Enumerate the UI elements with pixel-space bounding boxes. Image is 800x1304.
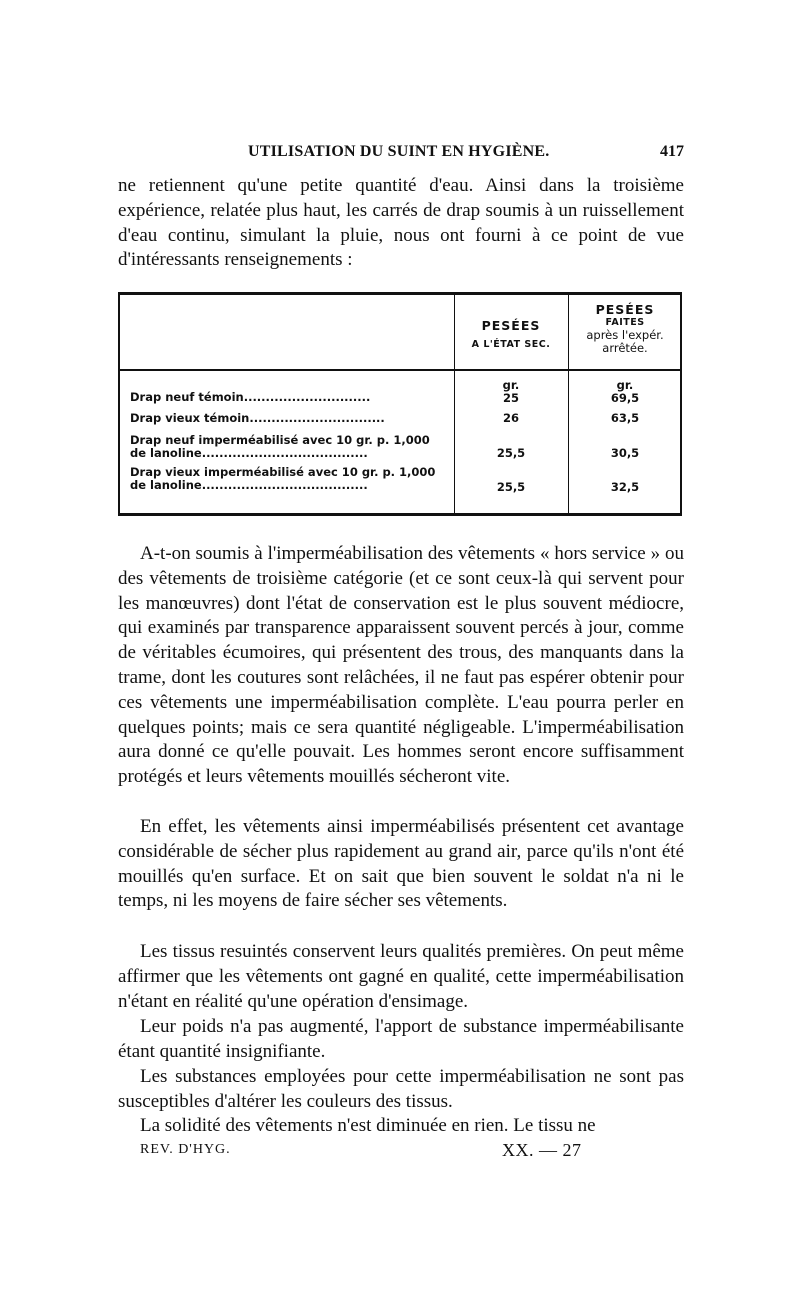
table-value: 25,5 [496, 480, 526, 494]
table-value: 63,5 [610, 411, 640, 425]
table-row-label: Drap neuf témoin............................. [130, 391, 371, 404]
paragraph-text: Les substances employées pour cette imperméabilisation ne sont pas susceptibles d'altérer les couleurs des tissus. [118, 1066, 684, 1112]
body-paragraph [118, 1114, 684, 1139]
table-cell-after [568, 379, 682, 405]
paragraph-text: Leur poids n'a pas augmenté, l'apport de substance imperméabilisante étant quantité insignifiante. [118, 1016, 684, 1062]
column-header-after [568, 303, 682, 355]
table-value: 30,5 [610, 446, 640, 460]
unit-label: gr. [616, 378, 634, 392]
body-paragraph [118, 1065, 684, 1115]
table-value: 32,5 [610, 480, 640, 494]
column-header-dry [454, 319, 568, 351]
table-header-rule [120, 369, 680, 371]
running-head [118, 143, 684, 165]
table-row-label-cont: de lanoline...................................... [130, 479, 368, 492]
running-head-title: UTILISATION DU SUINT EN HYGIÈNE. [248, 143, 550, 160]
table-value: 25 [502, 391, 519, 405]
page-number: 417 [660, 143, 684, 160]
body-paragraph [118, 940, 684, 1014]
footer-signature-right: XX. — 27 [502, 1140, 582, 1160]
body-paragraph [118, 815, 684, 914]
footer-signature-left: REV. D'HYG. [140, 1142, 231, 1157]
page-footer [118, 1140, 684, 1164]
table-value: 69,5 [610, 391, 640, 405]
column-header-after-title: PESÉES [595, 302, 655, 317]
paragraph-text: Les tissus resuintés conservent leurs qualités premières. On peut même affirmer que les vêtements ont gagné en qualité, cette imperméabilisation n'étant en réalité qu'une opération d'ensimage. [118, 941, 684, 1012]
body-paragraph [118, 542, 684, 790]
column-header-after-sub1: FAITES [605, 317, 645, 328]
column-header-after-sub3: arrêtée. [602, 341, 648, 355]
table-cell-dry [454, 379, 568, 405]
paragraph-text: La solidité des vêtements n'est diminuée en rien. Le tissu ne [140, 1115, 596, 1136]
paragraph-text: A-t-on soumis à l'imperméabilisation des vêtements « hors service » ou des vêtements de troisième catégorie (et ce sont ceux-là qui servent pour les manœuvres) dont l'état de conservation est le plus souvent médiocre, qui examinés par transparence apparaissent souvent percés à jour, comme de véritables écumoires, qui présentent des trous, des manquants dans la trame, dont les coutures sont relâchées, il ne faut pas espérer obtenir pour ces vêtements une imperméabilisation complète. L'eau pourra perler en quelques points; mais ce sera quantité négligeable. L'imperméabilisation aura donné ce qu'elle pouvait. Les hommes seront encore suffisamment protégés et leurs vêtements mouillés sécheront vite. [118, 543, 684, 788]
table-value: 26 [502, 411, 519, 425]
column-header-after-sub2: après l'expér. [586, 328, 664, 342]
table-row-label-cont: de lanoline...................................... [130, 447, 368, 460]
intro-paragraph: ne retiennent qu'une petite quantité d'eau. Ainsi dans la troisième expérience, relatée plus haut, les carrés de drap soumis à un ruissellement d'eau continu, simulant la pluie, nous ont fourni à ce point de vue d'intéressants renseignements : [118, 175, 684, 271]
column-header-dry-title: PESÉES [481, 318, 541, 333]
table-row-label: Drap vieux témoin............................... [130, 412, 385, 425]
paragraph-text: En effet, les vêtements ainsi imperméabilisés présentent cet avantage considérable de sécher plus rapidement au grand air, parce qu'ils n'ont été mouillés qu'en surface. Et on sait que bien souvent le soldat n'a ni le temps, ni les moyens de faire sécher ses vêtements. [118, 816, 684, 912]
body-paragraph [118, 1015, 684, 1065]
unit-label: gr. [502, 378, 520, 392]
table-row-label: Drap neuf imperméabilisé avec 10 gr. p. 1,000 [130, 434, 430, 447]
table-value: 25,5 [496, 446, 526, 460]
table-row-label: Drap vieux imperméabilisé avec 10 gr. p. 1,000 [130, 466, 436, 479]
column-header-dry-sub: A L'ÉTAT SEC. [471, 339, 551, 350]
weighings-table [118, 292, 682, 516]
